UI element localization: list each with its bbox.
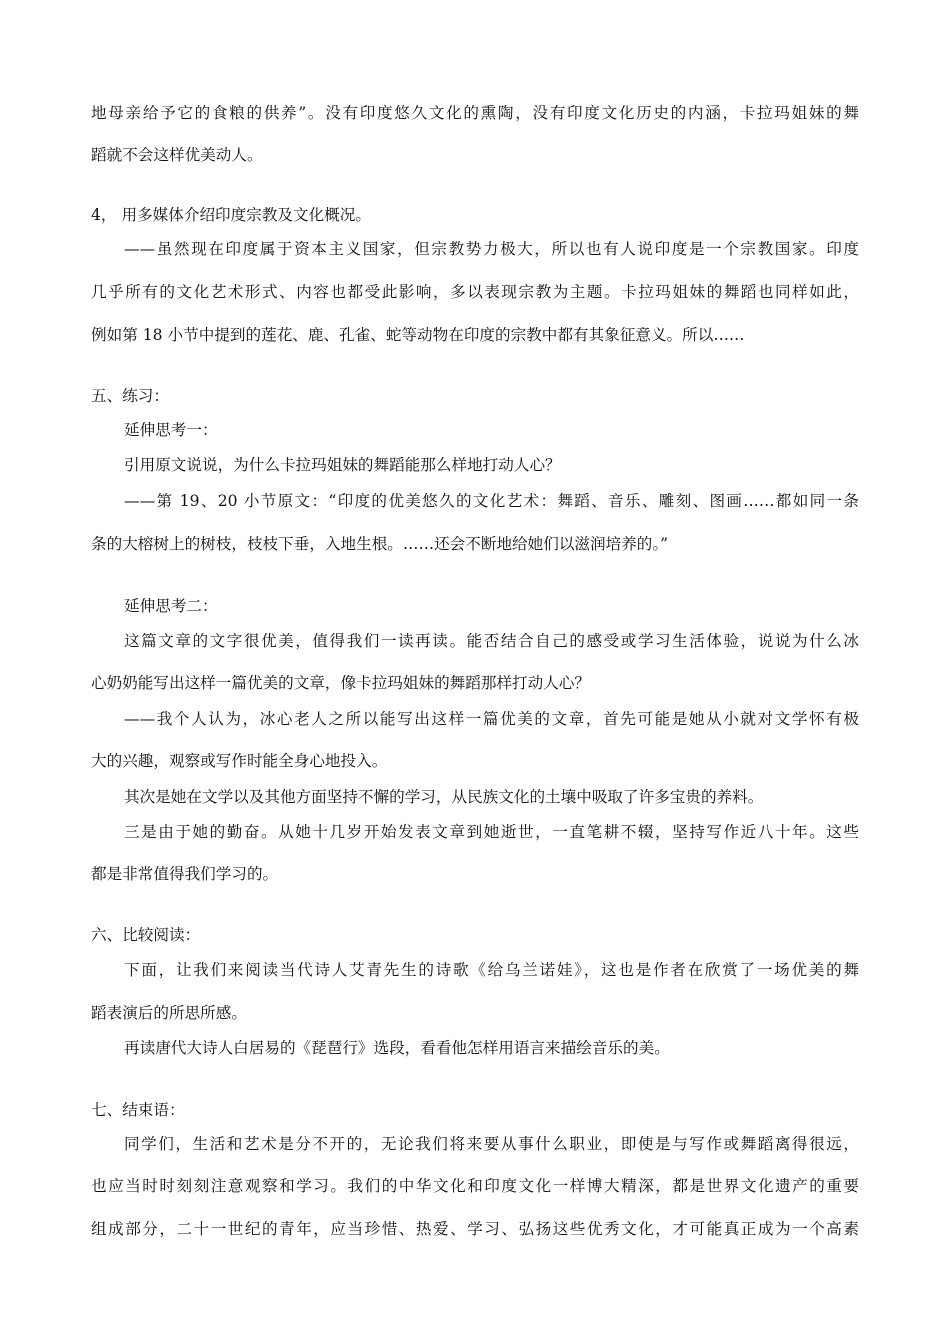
answer-line: 大的兴趣，观察或写作时能全身心地投入。 <box>91 752 388 770</box>
answer-line: 条的大榕树上的树枝，枝枝下垂，入地生根。……还会不断地给她们以滋润培养的。” <box>91 535 669 553</box>
section-heading: 六、比较阅读： <box>91 926 201 944</box>
paragraph-line: 同学们，生活和艺术是分不开的，无论我们将来要从事什么职业，即使是与写作或舞蹈离得很远， <box>124 1135 859 1153</box>
answer-line: 三是由于她的勤奋。从她十几岁开始发表文章到她逝世，一直笔耕不辍，坚持写作近八十年。这些 <box>124 823 859 841</box>
paragraph-line: 也应当时时刻刻注意观察和学习。我们的中华文化和印度文化一样博大精深，都是世界文化遗产的重要 <box>91 1177 859 1195</box>
paragraph-line: 组成部分，二十一世纪的青年，应当珍惜、热爱、学习、弘扬这些优秀文化，才可能真正成为一个高素 <box>91 1220 859 1238</box>
answer-line: 都是非常值得我们学习的。 <box>91 865 279 883</box>
item-heading: 4， 用多媒体介绍印度宗教及文化概况。 <box>91 206 371 224</box>
answer-line: ——第 19、20 小节原文：“印度的优美悠久的文化艺术：舞蹈、音乐、雕刻、图画……都如同一条 <box>124 492 859 510</box>
section-heading: 七、结束语： <box>91 1101 185 1119</box>
question-line: 这篇文章的文字很优美，值得我们一读再读。能否结合自己的感受或学习生活体验，说说为什么冰 <box>124 632 859 650</box>
paragraph-line: 例如第 18 小节中提到的莲花、鹿、孔雀、蛇等动物在印度的宗教中都有其象征意义。所以…… <box>91 326 745 344</box>
answer-line: 其次是她在文学以及其他方面坚持不懈的学习，从民族文化的土壤中吸取了许多宝贵的养料。 <box>124 788 764 806</box>
question-line: 引用原文说说，为什么卡拉玛姐妹的舞蹈能那么样地打动人心？ <box>124 456 561 474</box>
paragraph-line: ——虽然现在印度属于资本主义国家，但宗教势力极大，所以也有人说印度是一个宗教国家。印度 <box>124 240 859 258</box>
paragraph-line: 蹈表演后的所思所感。 <box>91 1004 247 1022</box>
paragraph-line: 几乎所有的文化艺术形式、内容也都受此影响，多以表现宗教为主题。卡拉玛姐妹的舞蹈也同样如此， <box>91 283 859 301</box>
paragraph-line: 地母亲给予它的食粮的供养”。没有印度悠久文化的熏陶，没有印度文化历史的内涵，卡拉玛姐妹的舞 <box>91 104 859 122</box>
answer-line: ——我个人认为，冰心老人之所以能写出这样一篇优美的文章，首先可能是她从小就对文学怀有极 <box>124 710 859 728</box>
question-line: 心奶奶能写出这样一篇优美的文章，像卡拉玛姐妹的舞蹈那样打动人心？ <box>91 674 591 692</box>
paragraph-line: 蹈就不会这样优美动人。 <box>91 146 263 164</box>
paragraph-line: 再读唐代大诗人白居易的《琵琶行》选段，看看他怎样用语言来描绘音乐的美。 <box>124 1039 670 1057</box>
paragraph-line: 下面，让我们来阅读当代诗人艾青先生的诗歌《给乌兰诺娃》，这也是作者在欣赏了一场优美的舞 <box>124 961 859 979</box>
section-heading: 五、练习： <box>91 387 169 405</box>
subheading: 延伸思考一： <box>124 421 218 439</box>
subheading: 延伸思考二： <box>124 597 218 615</box>
